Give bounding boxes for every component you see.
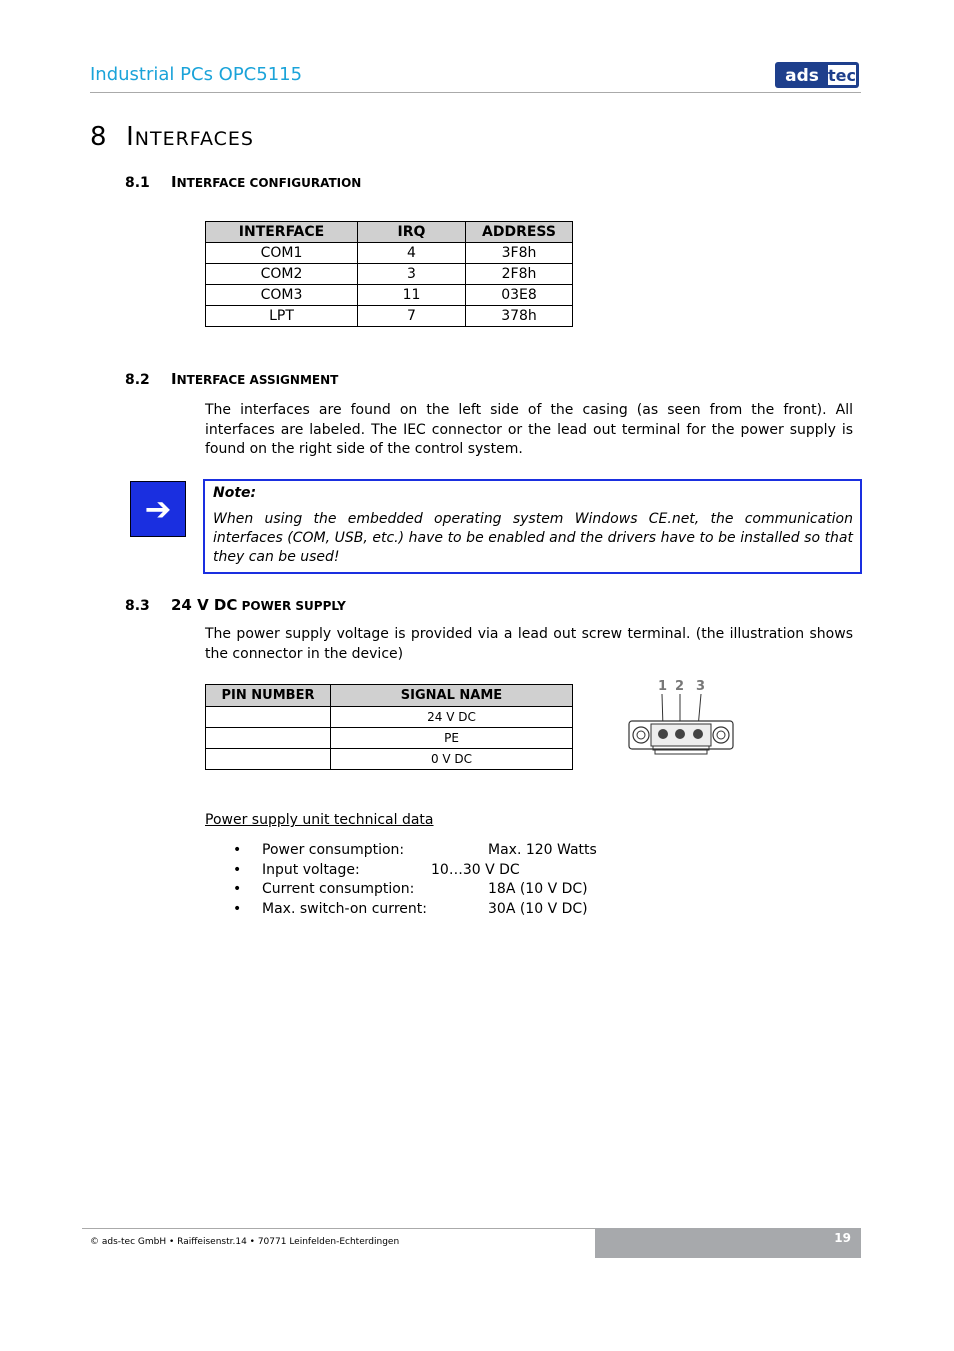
svg-text:ads: ads — [785, 66, 819, 86]
table-cell: LPT — [206, 306, 358, 327]
table-cell: 4 — [358, 243, 466, 264]
note-text: When using the embedded operating system Windows CE.net, the communication interfaces (COM, USB, etc.) have to be enabled and the drivers have to be installed so that they can be used! — [213, 511, 853, 565]
table-header: PIN NUMBER — [206, 685, 331, 707]
power-supply-text: The power supply voltage is provided via a lead out screw terminal. (the illustration shows the connector in the device) — [205, 626, 853, 662]
table-cell: 2F8h — [466, 264, 573, 285]
interface-config-table — [205, 221, 573, 327]
table-header: ADDRESS — [466, 222, 573, 243]
table-cell — [206, 707, 331, 728]
svg-text:tec: tec — [828, 66, 856, 85]
page-number: 19 — [834, 1231, 851, 1245]
table-cell: COM2 — [206, 264, 358, 285]
table-cell: 3 — [358, 264, 466, 285]
table-cell: PE — [331, 728, 573, 749]
table-row — [206, 285, 573, 306]
table-cell: 03E8 — [466, 285, 573, 306]
subsection-heading-8-3: 8.3 24 V DC POWER SUPPLY — [125, 596, 346, 614]
table-cell: 378h — [466, 306, 573, 327]
header-divider — [90, 92, 861, 93]
table-row — [206, 243, 573, 264]
table-row — [206, 707, 573, 728]
subsection-heading-8-1: 8.1 INTERFACE CONFIGURATION — [125, 173, 362, 191]
psu-title: Power supply unit technical data — [205, 812, 434, 828]
table-cell — [206, 728, 331, 749]
table-row — [206, 264, 573, 285]
table-row — [206, 728, 573, 749]
subsection-heading-8-2: 8.2 INTERFACE ASSIGNMENT — [125, 370, 339, 388]
footer-text: © ads-tec GmbH • Raiffeisenstr.14 • 70771 Leinfelden-Echterdingen — [90, 1237, 400, 1247]
pin-label-3: 3 — [696, 679, 706, 694]
table-cell: 7 — [358, 306, 466, 327]
connector-illustration — [625, 674, 737, 758]
table-row — [206, 749, 573, 770]
table-cell: COM1 — [206, 243, 358, 264]
table-cell: 3F8h — [466, 243, 573, 264]
pin-table — [205, 684, 573, 770]
table-cell: COM3 — [206, 285, 358, 306]
table-row — [206, 306, 573, 327]
header-title: Industrial PCs OPC5115 — [90, 64, 303, 85]
table-header: IRQ — [358, 222, 466, 243]
table-header: SIGNAL NAME — [331, 685, 573, 707]
pin-label-1: 1 — [658, 679, 668, 694]
section-heading: 8 INTERFACES — [90, 122, 254, 152]
table-header: INTERFACE — [206, 222, 358, 243]
table-cell: 0 V DC — [331, 749, 573, 770]
table-cell — [206, 749, 331, 770]
pin-label-2: 2 — [675, 679, 685, 694]
ads-tec-logo — [775, 62, 859, 88]
table-cell: 11 — [358, 285, 466, 306]
note-title: Note: — [213, 485, 257, 501]
table-cell: 24 V DC — [331, 707, 573, 728]
interface-assignment-text: The interfaces are found on the left side of the casing (as seen from the front). All interfaces are labeled. The IEC connector or the lead out terminal for the power supply is found on the right side of the control system. — [205, 402, 853, 457]
arrow-right-icon: ➔ — [130, 481, 186, 537]
